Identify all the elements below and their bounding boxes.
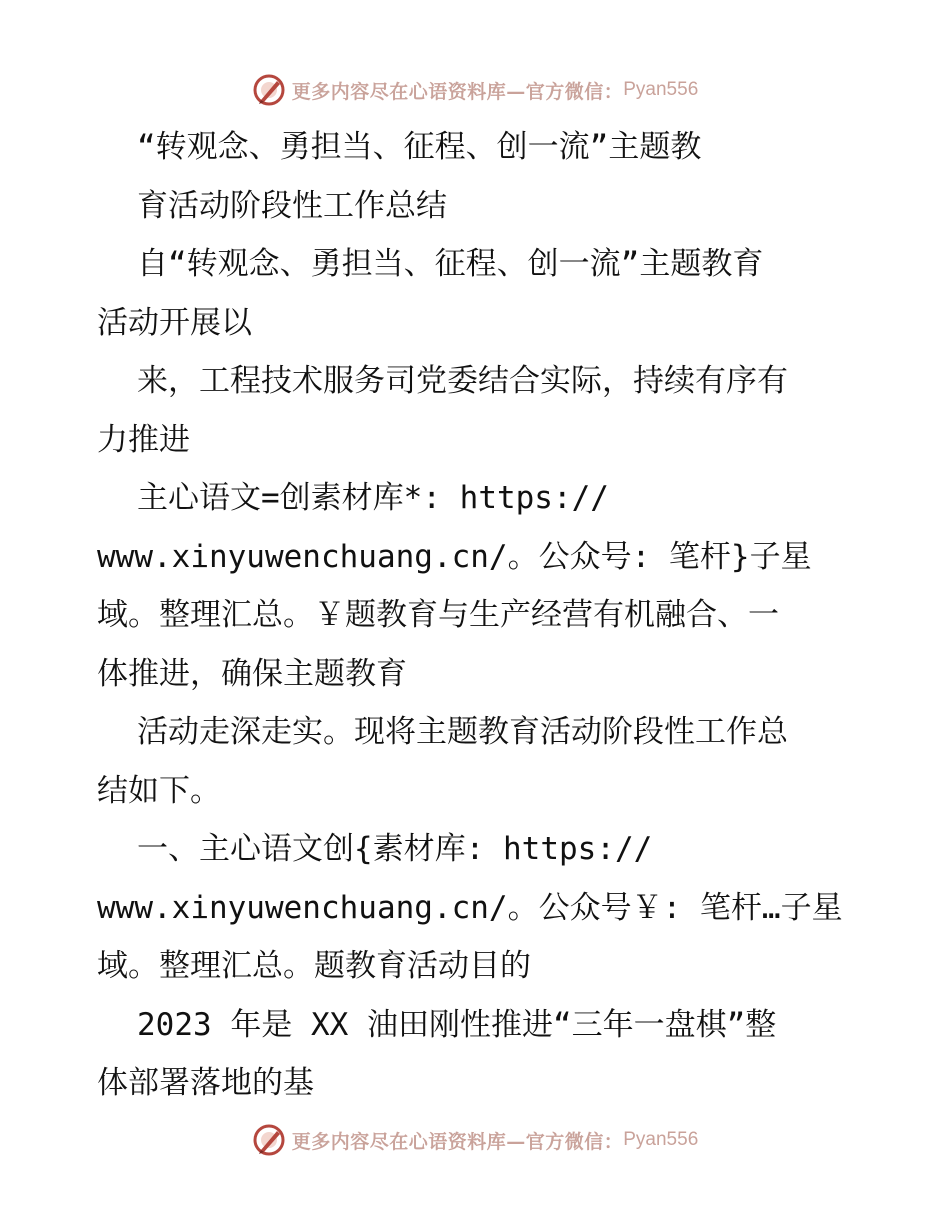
document-line: 一、主心语文创{素材库: https:// [137, 831, 653, 867]
document-line: 2023 年是 XX 油田刚性推进“三年一盘棋”整 [137, 1006, 777, 1043]
watermark-banner-bottom [0, 1118, 950, 1162]
document-line: 来，工程技术服务司党委结合实际，持续有序有 [137, 363, 788, 399]
watermark-text: 更多内容尽在心语资料库—官方微信： [291, 80, 624, 103]
document-line: www.xinyuwenchuang.cn/。公众号￥: 笔杆…子星 [97, 889, 843, 926]
document-line: 体推进，确保主题教育 [97, 655, 407, 692]
document-line: 体部署落地的基 [97, 1065, 314, 1101]
document-line: 自“转观念、勇担当、征程、创一流”主题教育 [137, 246, 764, 282]
document-line: 主心语文=创素材库*: https:// [137, 480, 609, 516]
red-pen-circle-logo-icon [252, 1123, 286, 1157]
document-line: 育活动阶段性工作总结 [137, 187, 447, 224]
document-line: 域。整理汇总。￥题教育与生产经营有机融合、一 [97, 597, 779, 633]
watermark-wechat-id: Pyan556 [623, 79, 699, 100]
watermark-wechat-id: Pyan556 [623, 1129, 699, 1150]
document-line: www.xinyuwenchuang.cn/。公众号: 笔杆}子星 [97, 538, 812, 575]
red-pen-circle-logo-icon [252, 73, 286, 107]
watermark-text: 更多内容尽在心语资料库—官方微信： [291, 1130, 624, 1153]
document-line: 活动开展以 [97, 304, 252, 341]
document-body [97, 118, 857, 1113]
document-line: 域。整理汇总。题教育活动目的 [97, 948, 531, 984]
document-line: 结如下。 [97, 772, 221, 809]
watermark-banner-top [0, 68, 950, 112]
document-line: “转观念、勇担当、征程、创一流”主题教 [137, 129, 702, 165]
document-line: 活动走深走实。现将主题教育活动阶段性工作总 [137, 714, 788, 750]
document-line: 力推进 [97, 421, 190, 458]
